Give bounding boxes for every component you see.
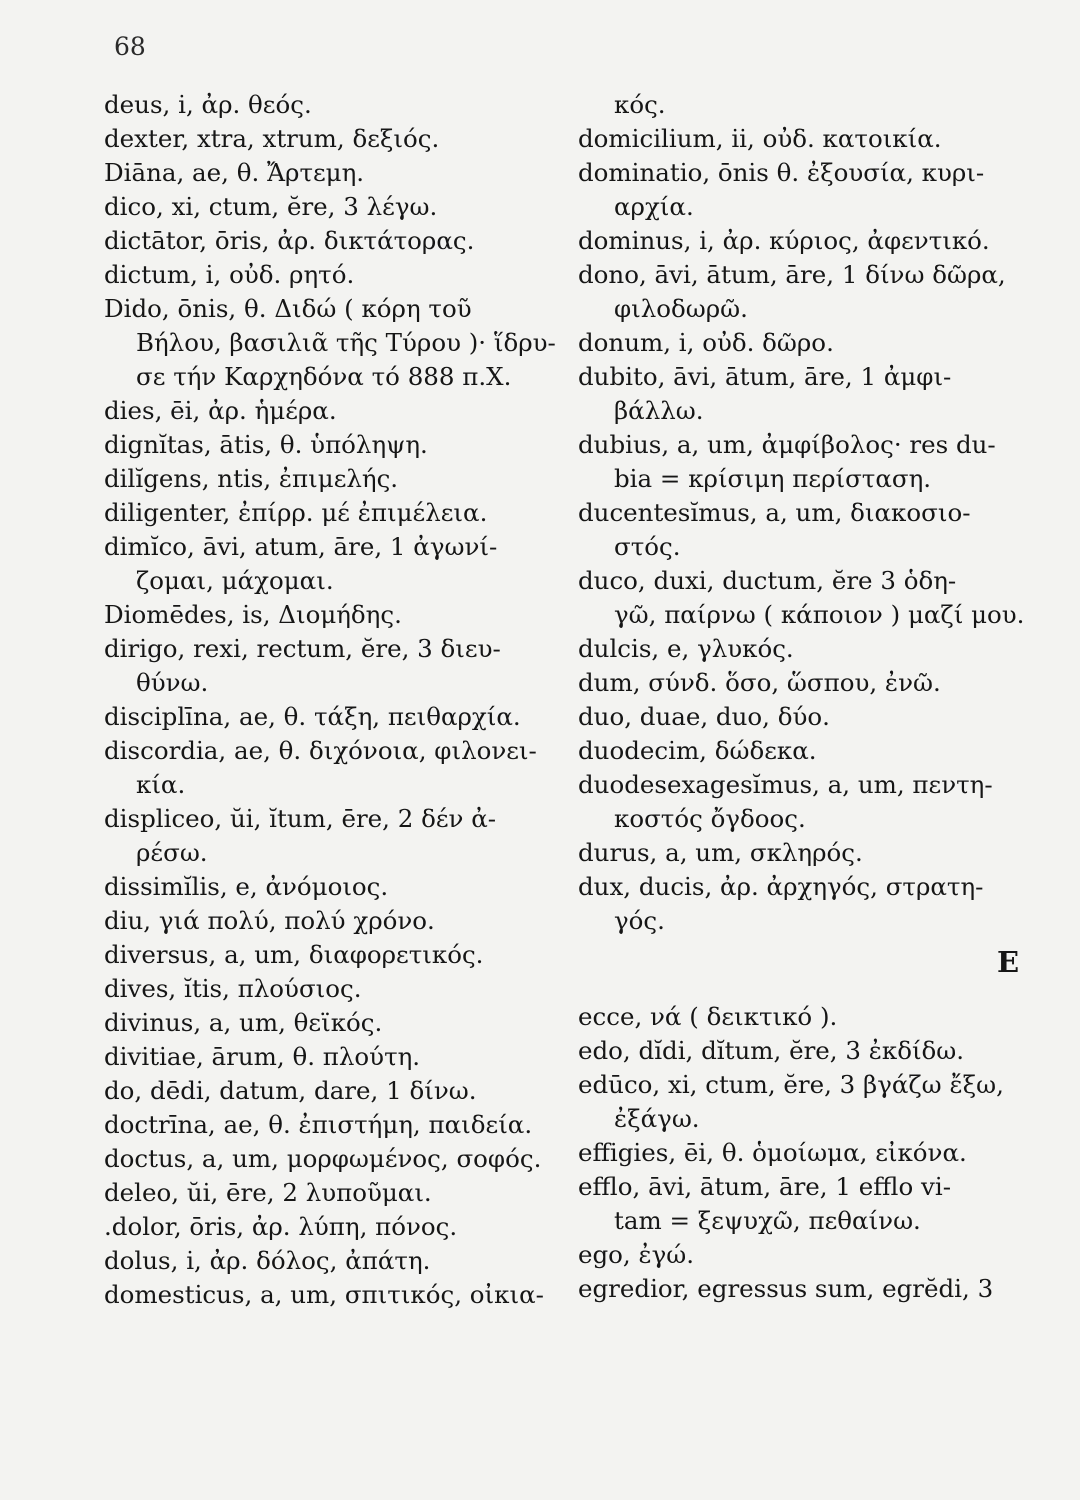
entry-line: duodecim, δώδεκα. (578, 736, 817, 765)
entry-continuation: κοστός ὄγδοος. (614, 804, 806, 833)
section-gap (578, 986, 1038, 1000)
entry-continuation: σε τήν Καρχηδόνα τό 888 π.Χ. (136, 362, 512, 391)
entry-line: durus, a, um, σκληρός. (578, 838, 863, 867)
right-column (578, 88, 1038, 1306)
entry-line: dirigo, rexi, rectum, ĕre, 3 διευ- (104, 634, 501, 663)
entry-line: ego, ἐγώ. (578, 1240, 695, 1269)
entry-line: dulcis, e, γλυκός. (578, 634, 794, 663)
entry-line: doctus, a, um, μορφωμένος, σοφός. (104, 1144, 542, 1173)
entry-line: disciplīna, ae, θ. τάξη, πειθαρχία. (104, 702, 521, 731)
entry-line: dignĭtas, ātis, θ. ὑπόληψη. (104, 430, 428, 459)
entry-line: dictum, i, οὐδ. ρητό. (104, 260, 355, 289)
entry-line: doctrīna, ae, θ. ἐπιστήμη, παιδεία. (104, 1110, 533, 1139)
entry-line: dives, ĭtis, πλούσιος. (104, 974, 362, 1003)
entry-line: dissimĭlis, e, ἀνόμοιος. (104, 872, 389, 901)
entry-line: ducentesĭmus, a, um, διακοσιο- (578, 498, 971, 527)
entry-line: dilĭgens, ntis, ἐπιμελής. (104, 464, 399, 493)
entry-line: dux, ducis, ἀρ. ἀρχηγός, στρατη- (578, 872, 984, 901)
entry-line: displiceo, ŭi, ĭtum, ēre, 2 δέν ἀ- (104, 804, 497, 833)
entry-line: egredior, egressus sum, egrĕdi, 3 (578, 1274, 994, 1303)
entry-line: duo, duae, duo, δύο. (578, 702, 830, 731)
entry-line: diversus, a, um, διαφορετικός. (104, 940, 484, 969)
entry-line: dubius, a, um, ἀμφίβολος· res du- (578, 430, 996, 459)
entry-line: dum, σύνδ. ὅσο, ὥσπου, ἐνῶ. (578, 668, 941, 697)
entry-line: dolus, i, ἀρ. δόλος, ἀπάτη. (104, 1246, 431, 1275)
entry-continuation: γῶ, παίρνω ( κάποιον ) μαζί μου. (614, 600, 1025, 629)
entry-continuation: ἐξάγω. (614, 1104, 700, 1133)
entry-line: dimĭco, āvi, atum, āre, 1 ἀγωνί- (104, 532, 498, 561)
entry-line: dono, āvi, ātum, āre, 1 δίνω δῶρα, (578, 260, 1006, 289)
entry-continuation: φιλοδωρῶ. (614, 294, 748, 323)
left-column (104, 88, 564, 1312)
entry-line: divinus, a, um, θεϊκός. (104, 1008, 383, 1037)
entry-continuation: tam = ξεψυχῶ, πεθαίνω. (614, 1206, 921, 1235)
entry-line: dico, xi, ctum, ĕre, 3 λέγω. (104, 192, 438, 221)
entry-line: do, dēdi, datum, dare, 1 δίνω. (104, 1076, 477, 1105)
entry-continuation: ρέσω. (136, 838, 208, 867)
entry-line: deleo, ŭi, ēre, 2 λυποῦμαι. (104, 1178, 432, 1207)
entry-line: duodesexagesĭmus, a, um, πεντη- (578, 770, 993, 799)
entry-continuation: ζομαι, μάχομαι. (136, 566, 334, 595)
entry-line: dominatio, ōnis θ. ἐξουσία, κυρι- (578, 158, 985, 187)
entry-line: edo, dĭdi, dĭtum, ĕre, 3 ἐκδίδω. (578, 1036, 965, 1065)
entry-line: efflo, āvi, ātum, āre, 1 efflo vi- (578, 1172, 951, 1201)
entry-continuation: στός. (614, 532, 681, 561)
entry-line: dubito, āvi, ātum, āre, 1 ἀμφι- (578, 362, 952, 391)
entry-continuation: κία. (136, 770, 186, 799)
entry-continuation: αρχία. (614, 192, 694, 221)
entry-line: duco, duxi, ductum, ĕre 3 ὁδη- (578, 566, 957, 595)
entry-line: diu, γιά πολύ, πολύ χρόνο. (104, 906, 435, 935)
entry-continuation: βάλλω. (614, 396, 704, 425)
entry-line: Diāna, ae, θ. Ἄρτεμη. (104, 158, 365, 187)
entry-line: dies, ēi, ἀρ. ἡμέρα. (104, 396, 337, 425)
entry-line: domesticus, a, um, σπιτικός, οἰκια- (104, 1280, 544, 1309)
entry-line: divitiae, ārum, θ. πλούτη. (104, 1042, 421, 1071)
entry-continuation: κός. (614, 90, 666, 119)
section-letter-heading: E (996, 945, 1020, 979)
entry-continuation: bia = κρίσιμη περίσταση. (614, 464, 932, 493)
entry-continuation: Βήλου, βασιλιᾶ τῆς Τύρου )· ἵδρυ- (136, 328, 556, 357)
entry-continuation: θύνω. (136, 668, 209, 697)
entry-line: ecce, νά ( δεικτικό ). (578, 1002, 838, 1031)
entry-line: .dolor, ōris, ἀρ. λύπη, πόνος. (104, 1212, 458, 1241)
page-number: 68 (114, 32, 146, 61)
entry-line: discordia, ae, θ. διχόνοια, φιλονει- (104, 736, 537, 765)
entry-line: dexter, xtra, xtrum, δεξιός. (104, 124, 440, 153)
entry-line: donum, i, οὐδ. δῶρο. (578, 328, 834, 357)
entry-line: diligenter, ἐπίρρ. μέ ἐπιμέλεια. (104, 498, 488, 527)
entry-line: dictātor, ōris, ἀρ. δικτάτορας. (104, 226, 475, 255)
entry-line: edūco, xi, ctum, ĕre, 3 βγάζω ἔξω, (578, 1070, 1004, 1099)
entry-line: deus, i, ἀρ. θεός. (104, 90, 312, 119)
entry-line: Dido, ōnis, θ. Διδώ ( κόρη τοῦ (104, 294, 472, 323)
entry-line: domicilium, ii, οὐδ. κατοικία. (578, 124, 942, 153)
entry-line: dominus, i, ἀρ. κύριος, ἀφεντικό. (578, 226, 990, 255)
entry-line: effigies, ēi, θ. ὁμοίωμα, εἰκόνα. (578, 1138, 967, 1167)
entry-continuation: γός. (614, 906, 665, 935)
entry-line: Diomēdes, is, Διομήδης. (104, 600, 402, 629)
